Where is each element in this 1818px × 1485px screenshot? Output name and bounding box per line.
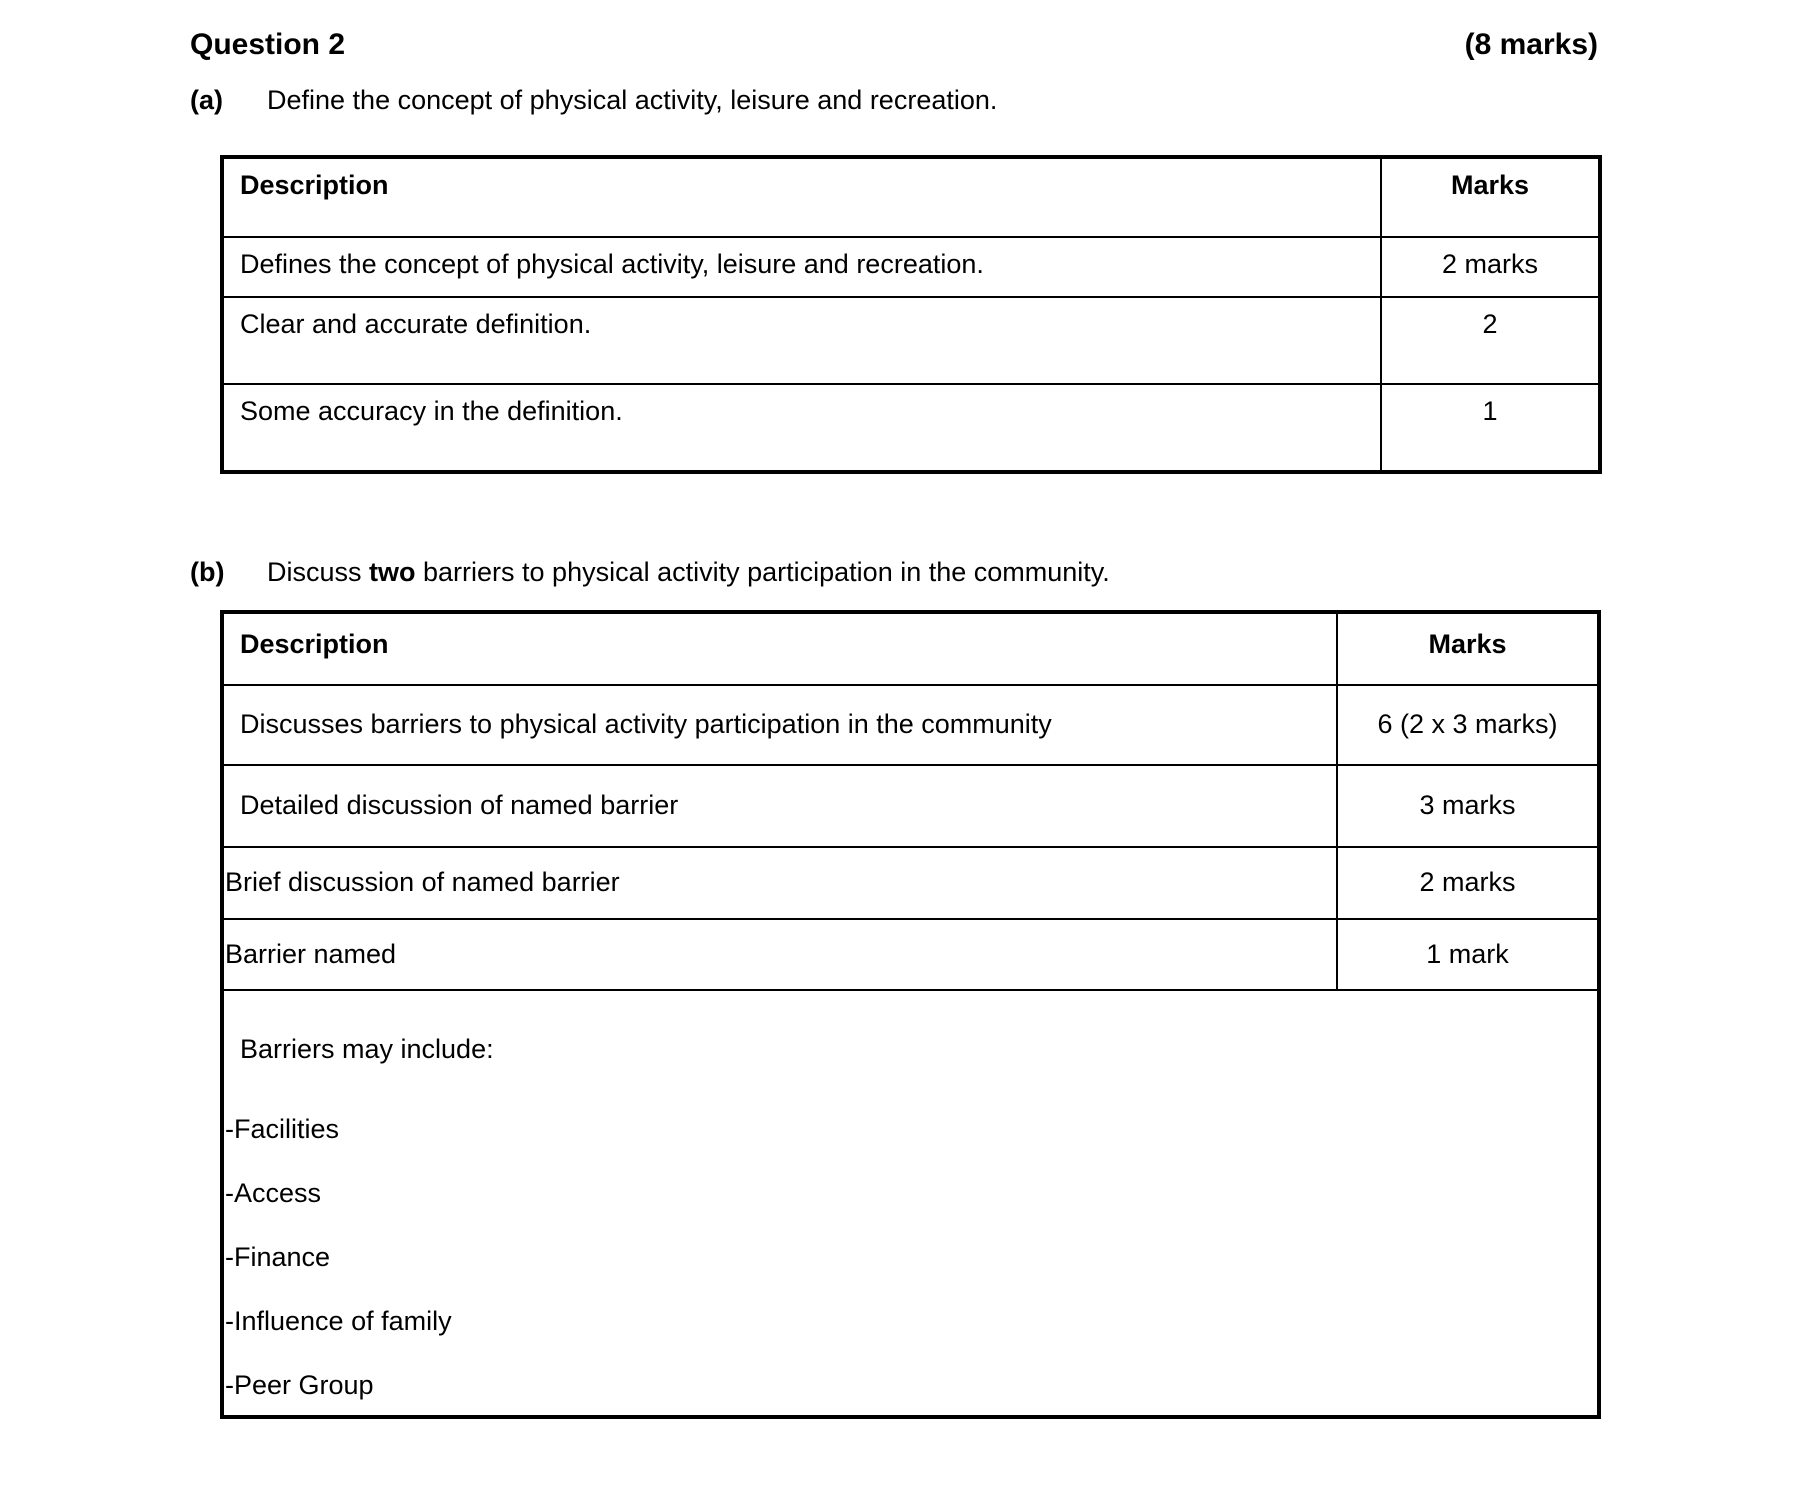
barrier-list-item: -Facilities (225, 1114, 340, 1144)
part-b-text-prefix: Discuss (267, 557, 370, 587)
barriers-note-row (222, 990, 1599, 1417)
barrier-list-item: -Peer Group (225, 1370, 374, 1400)
description-cell: Discusses barriers to physical activity participation in the community (222, 685, 1337, 765)
table-row (222, 685, 1599, 765)
rubric-table-a (220, 155, 1602, 474)
description-cell: Brief discussion of named barrier (222, 847, 1337, 919)
marks-cell: 2 marks (1381, 237, 1600, 297)
question-part-a (190, 84, 997, 118)
question-heading (190, 26, 1598, 64)
marks-cell: 3 marks (1337, 765, 1599, 847)
table-b-header-marks: Marks (1337, 612, 1599, 685)
table-a-header-description: Description (222, 157, 1381, 237)
part-a-label: (a) (190, 85, 223, 115)
part-b-text (267, 556, 1110, 590)
description-cell: Some accuracy in the definition. (222, 384, 1381, 472)
description-cell: Clear and accurate definition. (222, 297, 1381, 384)
barrier-list-item: -Access (225, 1178, 322, 1208)
question-total-marks: (8 marks) (1464, 28, 1598, 61)
barrier-list-item: -Finance (225, 1242, 331, 1272)
part-b-text-bold-word: two (369, 557, 416, 587)
barrier-list-item: -Influence of family (225, 1306, 452, 1336)
table-row (222, 237, 1600, 297)
part-b-label: (b) (190, 557, 225, 587)
table-b-header-description: Description (222, 612, 1337, 685)
table-b-header-row (222, 612, 1599, 685)
description-cell: Detailed discussion of named barrier (222, 765, 1337, 847)
marks-cell: 2 (1381, 297, 1600, 384)
table-a-header-marks: Marks (1381, 157, 1600, 237)
barriers-note-intro: Barriers may include: (240, 1034, 494, 1064)
rubric-table-b (220, 610, 1601, 1419)
marks-cell: 1 mark (1337, 919, 1599, 990)
question-title: Question 2 (190, 28, 346, 61)
part-a-text: Define the concept of physical activity, leisure and recreation. (267, 85, 998, 115)
part-b-text-suffix: barriers to physical activity participation in the community. (415, 557, 1110, 587)
description-cell: Defines the concept of physical activity, leisure and recreation. (222, 237, 1381, 297)
barriers-note-cell (222, 990, 1599, 1417)
marks-cell: 1 (1381, 384, 1600, 472)
marks-cell: 2 marks (1337, 847, 1599, 919)
table-row (222, 765, 1599, 847)
table-row (222, 847, 1599, 919)
question-part-b (190, 556, 1110, 590)
table-a-header-row (222, 157, 1600, 237)
description-cell: Barrier named (222, 919, 1337, 990)
table-row (222, 297, 1600, 384)
table-row (222, 384, 1600, 472)
marks-cell: 6 (2 x 3 marks) (1337, 685, 1599, 765)
table-row (222, 919, 1599, 990)
